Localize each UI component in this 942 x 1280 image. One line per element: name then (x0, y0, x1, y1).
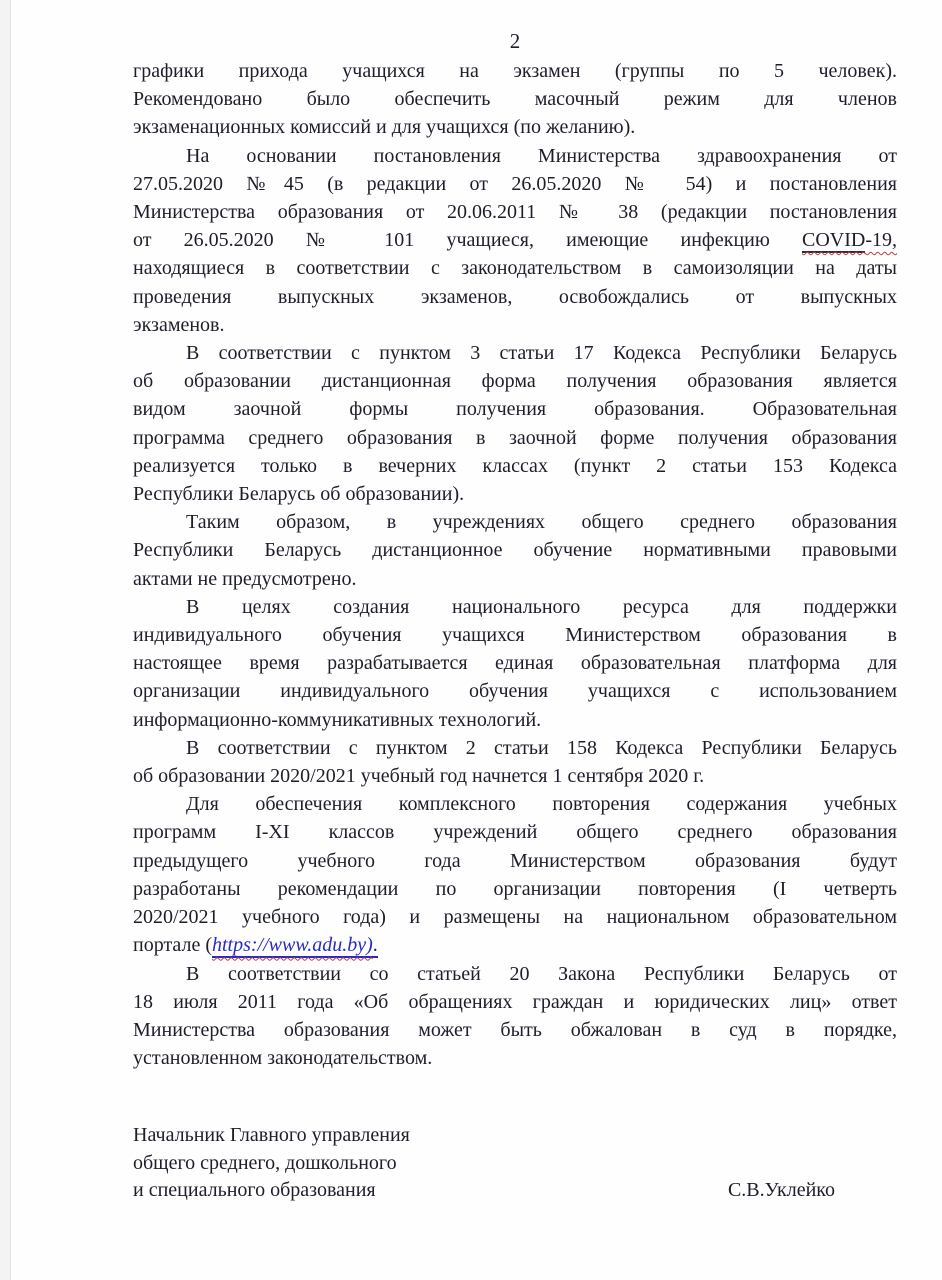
text-line (133, 452, 897, 480)
page-number: 2 (509, 29, 521, 53)
text-segment: экзаменационных комиссий и для учащихся (по желанию). (133, 116, 636, 139)
text-segment: графики прихода учащихся на экзамен (группы по 5 человек). (133, 60, 897, 82)
text-segment: . (372, 934, 378, 957)
text-segment: экзаменов. (133, 313, 225, 336)
text-segment: портале ( (133, 934, 212, 957)
text-line (133, 283, 897, 311)
text-segment: организации индивидуального обучения учащихся с использованием (133, 680, 897, 703)
text-segment: 2020/2021 учебного года) и размещены на национальном образовательном (133, 906, 897, 929)
text-segment: 27.05.2020 №45 (в редакции от 26.05.2020 № 54) и постановления (133, 172, 897, 195)
text-line (133, 424, 897, 452)
signature-block (133, 1122, 897, 1205)
text-line (133, 649, 897, 677)
text-segment: установленном законодательством. (133, 1047, 433, 1070)
text-line (133, 960, 897, 988)
text-segment: находящиеся в соответствии с законодательством в самоизоляции на даты (133, 257, 897, 280)
text-segment: В соответствии с пунктом 2 статьи 158 Кодекса Республики Беларусь (186, 736, 897, 759)
text-segment: видом заочной формы получения образования. Образовательная (133, 398, 897, 421)
text-segment: 18 июля 2011 года «Об обращениях граждан и юридических лиц» ответ (133, 990, 897, 1013)
text-line (133, 367, 897, 395)
text-line (133, 903, 897, 931)
text-line (133, 1044, 897, 1072)
text-line (133, 480, 897, 508)
adu-portal-link[interactable]: https://www.adu.by) (212, 934, 373, 957)
text-segment: В целях создания национального ресурса для поддержки (186, 595, 897, 618)
text-line (133, 226, 897, 254)
signature-position-line: Начальник Главного управления (133, 1124, 410, 1147)
text-line (133, 988, 897, 1016)
text-segment: Рекомендовано было обеспечить масочный режим для членов (133, 88, 897, 111)
text-line (133, 113, 897, 141)
text-segment: В соответствии с пунктом 3 статьи 17 Кодекса Республики Беларусь (186, 342, 897, 365)
paragraph (133, 593, 897, 734)
text-segment: настоящее время разрабатывается единая образовательная платформа для (133, 652, 897, 675)
text-line (133, 818, 897, 846)
text-line (133, 565, 897, 593)
scan-edge-line (10, 0, 11, 1280)
text-segment: программа среднего образования в заочной форме получения образования (133, 426, 897, 449)
page-content (133, 26, 897, 1205)
signature-position (133, 1122, 410, 1205)
text-segment: Республики Беларусь дистанционное обучение нормативными правовыми (133, 539, 897, 562)
text-line (133, 1016, 897, 1044)
text-segment: предыдущего учебного года Министерством образования будут (133, 849, 897, 872)
scan-edge-shade (0, 0, 10, 1280)
paragraph (133, 734, 897, 790)
document-body (133, 57, 897, 1072)
text-segment: индивидуального обучения учащихся Министерством образования в (133, 624, 897, 647)
text-line (133, 706, 897, 734)
text-line (133, 536, 897, 564)
text-segment: актами не предусмотрено. (133, 567, 357, 590)
text-line (133, 85, 897, 113)
text-segment: Для обеспечения комплексного повторения содержания учебных (186, 793, 897, 816)
covid-term: COVID (801, 229, 866, 252)
text-line (133, 57, 897, 85)
text-segment: Республики Беларусь об образовании). (133, 483, 465, 506)
paragraph (133, 508, 897, 593)
text-segment: об образовании дистанционная форма получения образования является (133, 370, 897, 393)
text-line (133, 339, 897, 367)
text-line (133, 677, 897, 705)
text-line (133, 931, 897, 959)
text-line (133, 311, 897, 339)
text-line (133, 762, 897, 790)
paragraph (133, 339, 897, 508)
text-segment: Министерства образования от 20.06.2011 № 38 (редакции постановления (133, 201, 897, 224)
text-segment: Таким образом, в учреждениях общего среднего образования (186, 511, 897, 534)
signature-name: С.В.Уклейко (727, 1179, 835, 1202)
text-line (133, 847, 897, 875)
text-line (133, 875, 897, 903)
paragraph (133, 57, 897, 142)
text-line (133, 508, 897, 536)
text-segment: В соответствии со статьей 20 Закона Республики Беларусь от (186, 962, 897, 985)
text-line (133, 142, 897, 170)
text-line (133, 170, 897, 198)
text-line (133, 198, 897, 226)
text-segment: проведения выпускных экзаменов, освобождались от выпускных (133, 285, 897, 308)
text-segment: На основании постановления Министерства здравоохранения от (186, 144, 897, 167)
text-segment: программ I-XI классов учреждений общего среднего образования (133, 821, 897, 844)
text-line (133, 254, 897, 282)
text-line (133, 734, 897, 762)
text-segment: разработаны рекомендации по организации повторения (I четверть (133, 877, 897, 900)
paragraph (133, 790, 897, 959)
paragraph (133, 142, 897, 339)
text-segment: информационно-коммуникативных технологий. (133, 708, 542, 731)
paragraph (133, 960, 897, 1073)
text-line (133, 593, 897, 621)
text-segment: от 26.05.2020 № 101 учащиеся, имеющие инфекцию (133, 229, 802, 252)
text-line (133, 395, 897, 423)
text-line (133, 790, 897, 818)
text-segment: -19, (865, 229, 897, 252)
text-segment: Министерства образования может быть обжалован в суд в порядке, (133, 1018, 897, 1041)
signature-position-line: общего среднего, дошкольного (133, 1151, 397, 1174)
text-segment: реализуется только в вечерних классах (пункт 2 статьи 153 Кодекса (133, 454, 897, 477)
text-line (133, 621, 897, 649)
signature-position-line: и специального образования (133, 1179, 376, 1202)
text-segment: об образовании 2020/2021 учебный год начнется 1 сентября 2020 г. (133, 765, 705, 788)
